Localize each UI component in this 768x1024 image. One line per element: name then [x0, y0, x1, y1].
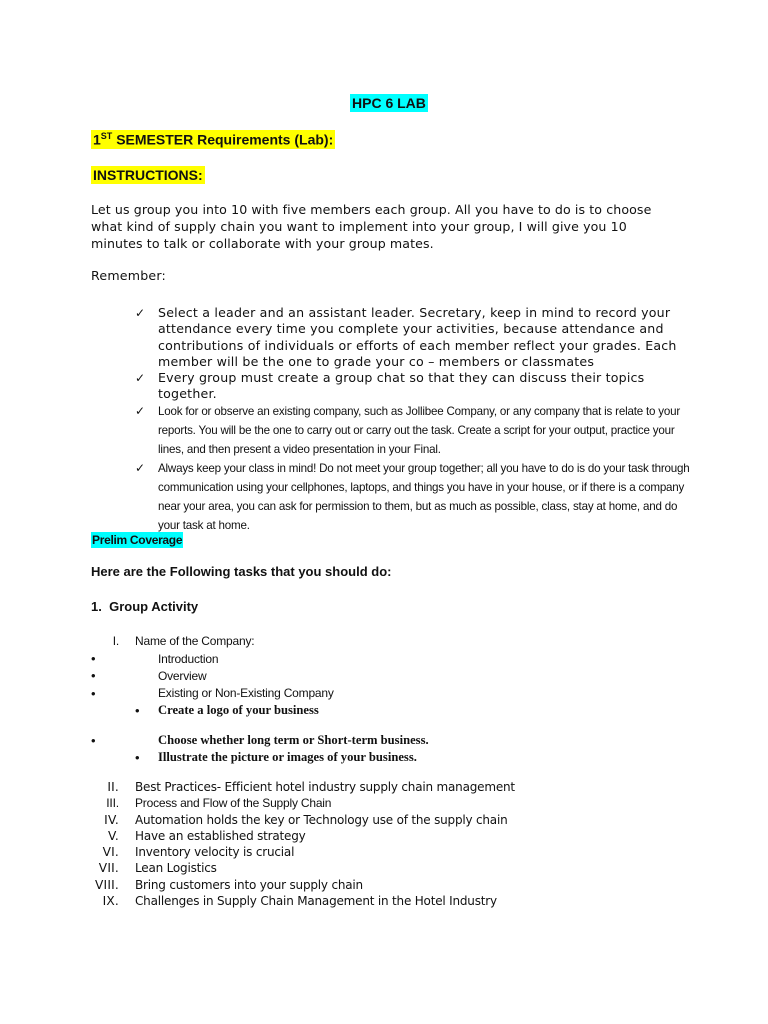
roman-numeral: III.: [106, 796, 119, 810]
roman-numeral: IX.: [102, 894, 119, 908]
bullet-icon: •: [91, 668, 96, 683]
roman-numeral: VII.: [98, 861, 119, 875]
group-activity-number: 1.: [91, 599, 102, 614]
bullet-icon: •: [135, 703, 140, 718]
checkmark-icon: ✓: [135, 403, 145, 418]
roman-numeral: IV.: [104, 813, 119, 827]
roman-item-label: Challenges in Supply Chain Management in the Hotel Industry: [135, 894, 497, 908]
checklist-item-text: Every group must create a group chat so that they can discuss their topics together.: [158, 370, 645, 402]
roman-item-label: Automation holds the key or Technology use of the supply chain: [135, 813, 508, 827]
roman-item-label: Lean Logistics: [135, 861, 217, 875]
checkmark-icon: ✓: [135, 371, 146, 386]
bullet-icon: •: [91, 651, 96, 666]
roman-item-label: Inventory velocity is crucial: [135, 845, 295, 859]
checklist-item: [135, 459, 695, 535]
term-item: Choose whether long term or Short-term business.: [158, 733, 429, 747]
checklist-item-text: Select a leader and an assistant leader. Secretary, keep in mind to record your attendance every time you complete your activities, because attendance and contributions of individuals or efforts of each member reflect your grades. Each member will be the one to grade your co – members or classmates: [158, 305, 677, 369]
roman-item-label: Have an established strategy: [135, 829, 306, 843]
company-subitem: Existing or Non-Existing Company: [158, 686, 334, 700]
company-subitem: Overview: [158, 669, 207, 683]
semester-prefix: 1: [93, 131, 101, 148]
checklist-item: [135, 305, 695, 370]
company-subitem: Introduction: [158, 652, 219, 666]
semester-rest: SEMESTER Requirements (Lab):: [112, 131, 334, 148]
group-activity-label: Group Activity: [109, 599, 199, 614]
checklist-item-text: Look for or observe an existing company, such as Jollibee Company, or any company that is relate to your reports. You will be the one to carry out or carry out the task. Create a script for your output, practice your lines, and then present a video presentation in your Final.: [158, 404, 681, 456]
checkmark-icon: ✓: [135, 306, 146, 320]
checkmark-icon: ✓: [135, 460, 145, 475]
checklist-item-text: Always keep your class in mind! Do not meet your group together; all you have to do is do your task through communication using your cellphones, laptops, and things you have in your house, or if there is a company near your area, you can ask for permission to them, but as much as possible, class, stay at home, and do your task at home.: [158, 461, 690, 532]
roman-numeral: II.: [107, 780, 119, 794]
bullet-icon: •: [91, 686, 96, 701]
roman-item-label: Process and Flow of the Supply Chain: [135, 796, 332, 810]
roman-item-label: Best Practices- Efficient hotel industry supply chain management: [135, 780, 515, 794]
company-item-label: Name of the Company:: [135, 634, 255, 648]
semester-superscript: ST: [100, 131, 113, 141]
bullet-icon: •: [91, 733, 96, 748]
group-activity-heading: [91, 599, 198, 614]
checklist: [135, 305, 695, 535]
document-title: HPC 6 LAB: [352, 95, 426, 111]
prelim-coverage-label: Prelim Coverage: [92, 533, 183, 547]
roman-item-label: Bring customers into your supply chain: [135, 878, 363, 892]
instructions-heading: INSTRUCTIONS:: [93, 167, 203, 183]
semester-heading: [91, 130, 335, 149]
roman-numeral: VIII.: [95, 878, 119, 892]
roman-numeral: VI.: [102, 845, 119, 859]
illustrate-item: Illustrate the picture or images of your business.: [158, 750, 417, 764]
intro-paragraph: Let us group you into 10 with five members each group. All you have to do is to choose what kind of supply chain you want to implement into your group, I will give you 10 minutes to talk or collaborate with your group mates.: [91, 202, 652, 251]
logo-item: Create a logo of your business: [158, 703, 319, 717]
remember-label: Remember:: [91, 268, 166, 283]
checklist-item: [135, 370, 695, 403]
checklist-item: [135, 402, 695, 459]
bullet-icon: •: [135, 750, 140, 765]
tasks-intro: Here are the Following tasks that you should do:: [91, 564, 392, 579]
roman-numeral: I.: [112, 634, 119, 648]
roman-numeral: V.: [107, 829, 119, 843]
